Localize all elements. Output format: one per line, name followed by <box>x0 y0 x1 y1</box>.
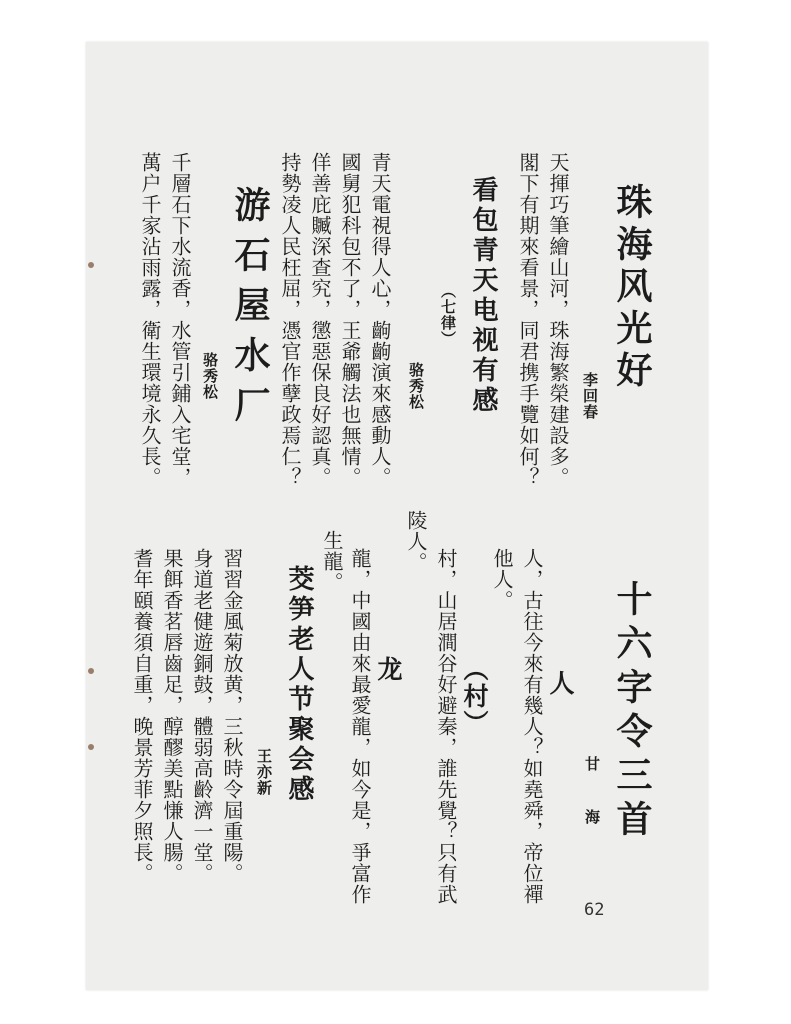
binding-hole <box>88 262 94 268</box>
poem-subheading: 人 <box>546 670 575 697</box>
poem-author: 骆秀松 <box>407 362 425 410</box>
poem-author: 王亦新 <box>255 748 273 796</box>
poem-author: 骆秀松 <box>201 352 219 400</box>
poem-author: 甘 海 <box>583 756 601 834</box>
poem-line: 國舅犯科包不了，王爺觸法也無情。 <box>338 152 362 488</box>
poem-line: 生龍。 <box>320 530 344 593</box>
poem-author: 李回春 <box>581 372 599 420</box>
poem-line: 龍，中國由來最愛龍，如今是，爭富作 <box>348 548 372 905</box>
poem-line: 萬户千家沾雨露，衛生環境永久長。 <box>138 152 162 488</box>
poem-title: 茭笋老人节聚会感 <box>284 565 314 805</box>
poem-line: 青天電視得人心，齣齣演來感動人。 <box>368 152 392 488</box>
poem-title: 看包青天电视有感 <box>468 176 498 416</box>
page-number: 62 <box>584 900 605 920</box>
poem-line: 他人。 <box>490 548 514 611</box>
poem-line: 身道老健遊銅鼓，體弱高齡濟一堂。 <box>190 548 214 884</box>
poem-line: 耆年頤養須自重，晚景芳菲夕照長。 <box>130 548 154 884</box>
binding-hole <box>88 744 94 750</box>
poem-title: 十六字令三首 <box>611 580 653 844</box>
poem-line: 天揮巧筆繪山河，珠海繁榮建設多。 <box>546 152 570 488</box>
poem-line: 村，山居澗谷好避秦，誰先覺？只有武 <box>434 548 458 905</box>
poem-line: 習習金風菊放黄，三秋時令屆重陽。 <box>220 548 244 884</box>
poem-line: 千層石下水流香，水管引鋪入宅堂， <box>168 152 192 488</box>
poem-subheading: 龙 <box>374 656 403 683</box>
poem-subtitle: （七律） <box>439 283 457 347</box>
poem-line: 人，古往今來有幾人？如堯舜，帝位禪 <box>520 548 544 905</box>
poem-title: 珠海风光好 <box>611 183 653 393</box>
poem-line: 閣下有期來看景，同君携手覽如何？ <box>516 152 540 488</box>
poem-line: 陵人。 <box>404 510 428 573</box>
poem-line: 果餌香茗唇齒足，醇醪美點慊人腸。 <box>160 548 184 884</box>
poem-subheading: （村） <box>460 656 489 737</box>
poem-title: 游石屋水厂 <box>229 186 271 436</box>
poem-line: 持勢凌人民枉屈，憑官作孽政焉仁？ <box>278 152 302 488</box>
poem-line: 佯善庇贓深查究，懲惡保良好認真。 <box>308 152 332 488</box>
binding-hole <box>88 668 94 674</box>
